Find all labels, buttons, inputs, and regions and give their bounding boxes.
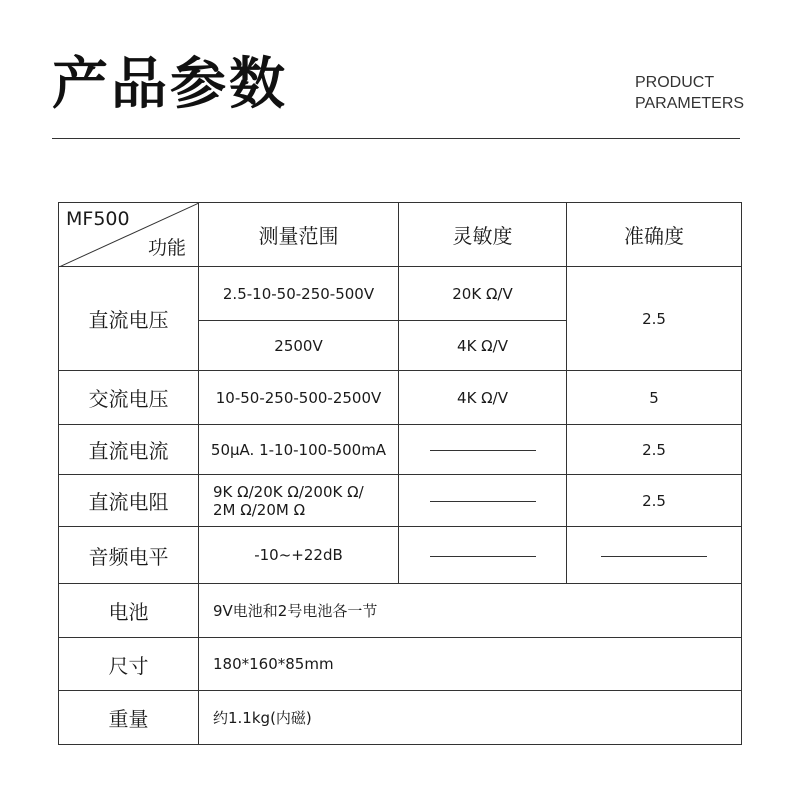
size-value: 180*160*85mm: [199, 638, 742, 691]
table-row-ac-voltage: [59, 371, 742, 425]
audio-level-sensitivity-empty: [399, 527, 567, 584]
table-row-battery: [59, 584, 742, 638]
empty-value-dash: [430, 450, 536, 451]
audio-level-range: -10~+22dB: [199, 527, 399, 584]
ac-voltage-range: 10-50-250-500-2500V: [199, 371, 399, 425]
table-header-row: [59, 203, 742, 267]
row-label-battery: 电池: [59, 584, 199, 638]
column-header-sensitivity: 灵敏度: [399, 203, 567, 267]
subtitle-line-2: PARAMETERS: [635, 95, 745, 112]
dc-voltage-sensitivity-2: 4K Ω/V: [399, 321, 567, 371]
dc-current-accuracy: 2.5: [567, 425, 742, 475]
dc-resistance-range-line-2: 2M Ω/20M Ω: [213, 500, 306, 519]
row-label-dc-resistance: 直流电阻: [59, 475, 199, 527]
ac-voltage-sensitivity: 4K Ω/V: [399, 371, 567, 425]
table-row-audio-level: [59, 527, 742, 584]
empty-value-dash: [430, 556, 536, 557]
table-row-dc-resistance: [59, 475, 742, 527]
dc-resistance-sensitivity-empty: [399, 475, 567, 527]
weight-value: 约1.1kg(内磁): [199, 691, 742, 745]
page-subtitle: [635, 72, 785, 114]
row-label-size: 尺寸: [59, 638, 199, 691]
table-row-size: [59, 638, 742, 691]
row-label-weight: 重量: [59, 691, 199, 745]
dc-voltage-accuracy: 2.5: [567, 267, 742, 371]
parameters-table: [58, 202, 742, 745]
page-title: 产品参数: [52, 52, 288, 117]
row-label-audio-level: 音频电平: [59, 527, 199, 584]
column-header-accuracy: 准确度: [567, 203, 742, 267]
empty-value-dash: [430, 501, 536, 502]
column-header-range: 测量范围: [199, 203, 399, 267]
dc-voltage-sensitivity-1: 20K Ω/V: [399, 267, 567, 321]
dc-current-sensitivity-empty: [399, 425, 567, 475]
dc-resistance-range: [199, 475, 399, 527]
corner-function-label: 功能: [147, 237, 186, 259]
row-label-dc-current: 直流电流: [59, 425, 199, 475]
subtitle-line-1: PRODUCT: [635, 74, 715, 91]
header-divider: [52, 138, 740, 139]
dc-voltage-range-2: 2500V: [199, 321, 399, 371]
corner-model-label: MF500: [66, 208, 130, 230]
table-row-dc-voltage: [59, 267, 742, 321]
empty-value-dash: [601, 556, 707, 557]
ac-voltage-accuracy: 5: [567, 371, 742, 425]
table-row-dc-current: [59, 425, 742, 475]
dc-voltage-range-1: 2.5-10-50-250-500V: [199, 267, 399, 321]
header-corner-cell: [59, 203, 199, 267]
row-label-dc-voltage: 直流电压: [59, 267, 199, 371]
dc-resistance-accuracy: 2.5: [567, 475, 742, 527]
table-row-weight: [59, 691, 742, 745]
dc-resistance-range-line-1: 9K Ω/20K Ω/200K Ω/: [213, 482, 364, 501]
row-label-ac-voltage: 交流电压: [59, 371, 199, 425]
audio-level-accuracy-empty: [567, 527, 742, 584]
dc-current-range: 50μA. 1-10-100-500mA: [199, 425, 399, 475]
battery-value: 9V电池和2号电池各一节: [199, 584, 742, 638]
